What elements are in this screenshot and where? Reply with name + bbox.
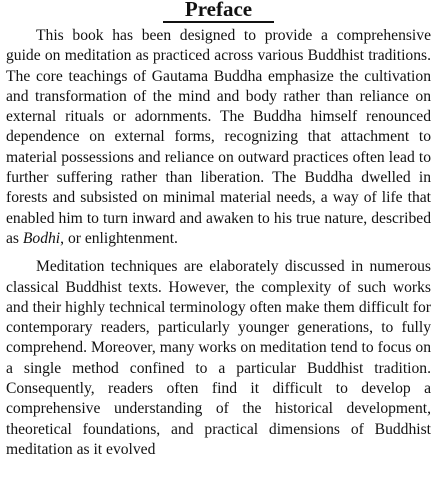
paragraph-1-tail: , or enlightenment. [60,229,178,247]
heading-container [6,0,431,26]
paragraph-2 [6,257,431,460]
paragraph-1-text: This book has been designed to provide a comprehensive guide on meditation as practiced across various Buddhist traditions. The core teachings of Gautama Buddha emphasize the cultivation and transformation of the mind and body rather than reliance on external rituals or adornments. The Buddha himself renounced dependence on external forms, recognizing that attachment to material possessions and reliance on outward practices often lead to further suffering rather than liberation. The Buddha dwelled in forests and subsisted on minimal material needs, a way of life that enabled him to turn inward and awaken to his true nature, described as [6,27,431,247]
paragraph-2-text: Meditation techniques are elaborately discussed in numerous classical Buddhist texts. However, the complexity of such works and their highly technical terminology often make them difficult for contemporary readers, particularly younger generations, to fully comprehend. Moreover, many works on meditation tend to focus on a single method confined to a particular Buddhist tradition. Consequently, readers often find it difficult to develop a comprehensive understanding of the historical development, theoretical foundations, and practical dimensions of Buddhist meditation as it evolved [6,258,431,458]
paragraph-1-emphasis: Bodhi [22,229,61,247]
page-title: Preface [163,0,274,23]
paragraph-1 [6,26,431,249]
